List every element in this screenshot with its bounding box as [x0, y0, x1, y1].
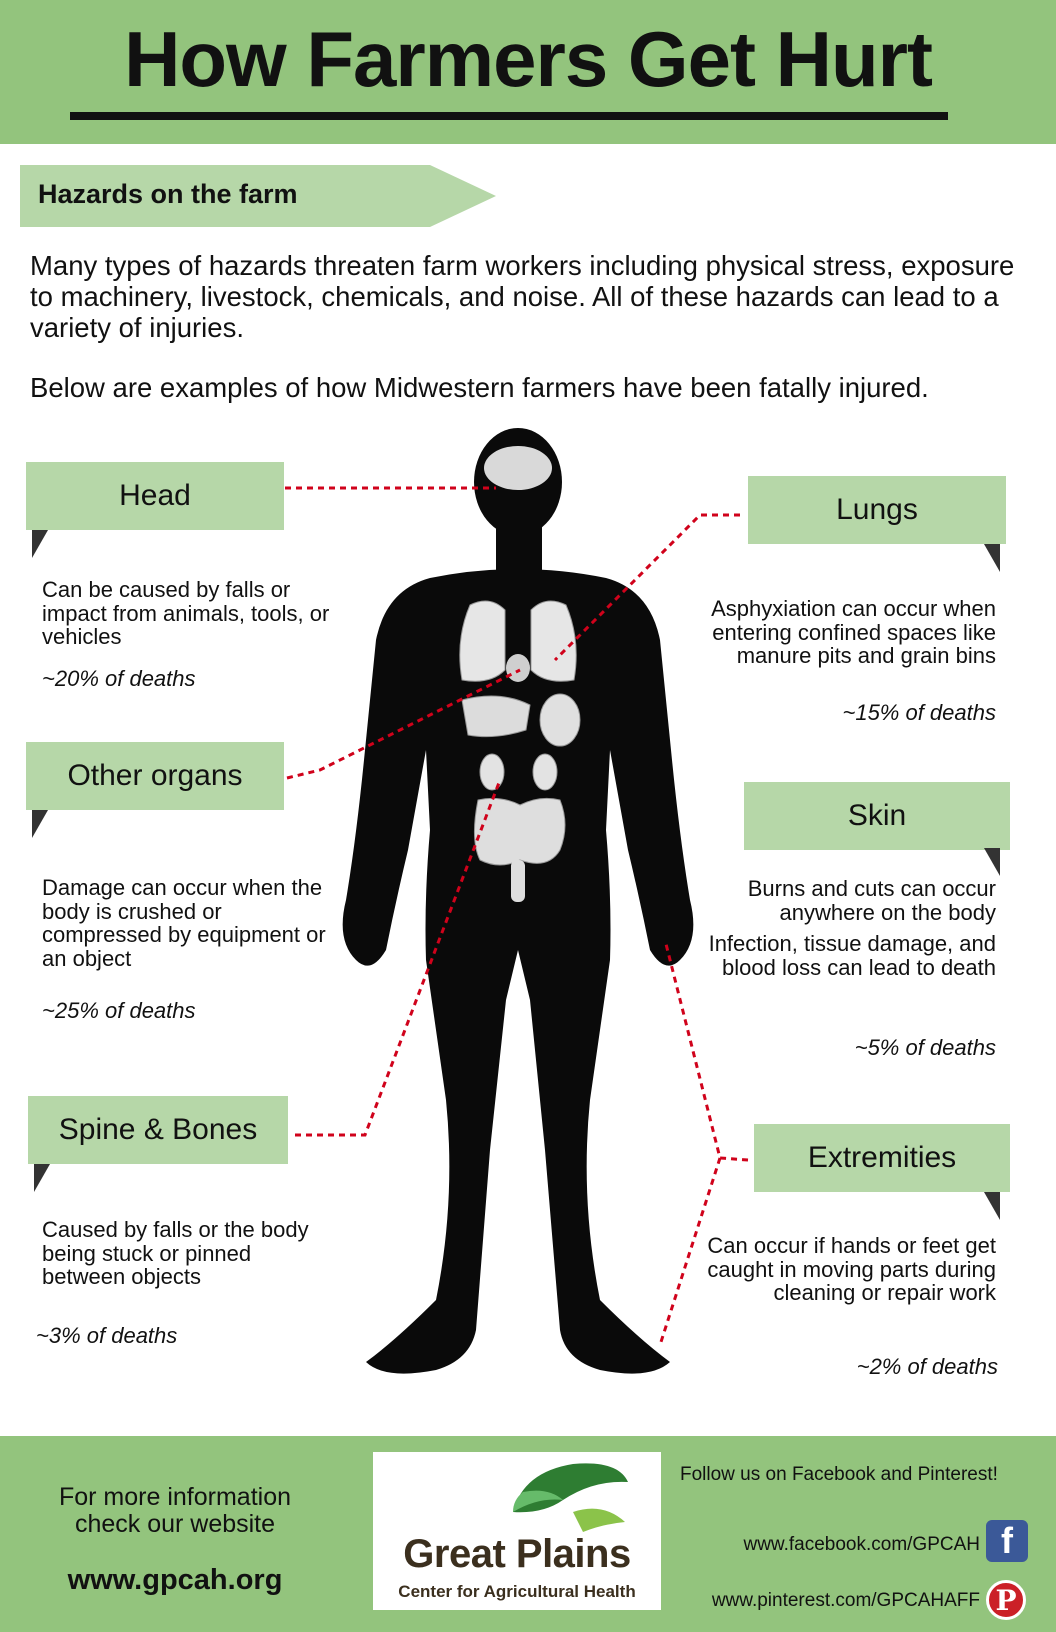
other-organs-label: Other organs: [67, 759, 243, 792]
lungs-percentage: ~15% of deaths: [842, 700, 996, 725]
intro-paragraph-2: Below are examples of how Midwestern farmers have been fatally injured.: [30, 372, 929, 403]
intestines-icon: [474, 798, 565, 865]
skin-label: Skin: [847, 799, 907, 832]
skin-description-1: Burns and cuts can occur anywhere on the body: [747, 876, 996, 925]
skin-percentage: ~5% of deaths: [854, 1035, 996, 1060]
liver-icon: [462, 696, 530, 737]
pinterest-icon[interactable]: P: [986, 1580, 1026, 1620]
lungs-label-tail: [984, 544, 1000, 572]
extremities-label: Extremities: [807, 1141, 957, 1174]
hazards-banner: [20, 165, 496, 227]
extremities-label-box: [754, 1124, 1010, 1192]
skin-label-box: [744, 782, 1010, 850]
extremities-label-tail: [984, 1192, 1000, 1220]
head-label-box: [26, 462, 284, 530]
hazards-heading: Hazards on the farm: [38, 179, 298, 209]
spine-bones-description: Caused by falls or the body being stuck or pinned between objects: [42, 1217, 309, 1289]
skin-description-2: Infection, tissue damage, and blood loss can lead to death: [708, 931, 996, 980]
skin-label-tail: [984, 848, 1000, 876]
logo-subtitle: Center for Agricultural Health: [398, 1582, 636, 1601]
head-description: Can be caused by falls or impact from animals, tools, or vehicles: [42, 577, 330, 649]
extremities-description: Can occur if hands or feet get caught in moving parts during cleaning or repair work: [707, 1233, 996, 1305]
leaf-icon: [373, 1452, 661, 1542]
great-plains-logo: [373, 1452, 661, 1610]
pinterest-link[interactable]: www.pinterest.com/GPCAHAFF: [711, 1590, 980, 1611]
colon-icon: [511, 860, 525, 902]
lungs-label-box: [748, 476, 1006, 544]
facebook-link[interactable]: www.facebook.com/GPCAH: [743, 1534, 980, 1555]
spine-bones-label-box: [28, 1096, 288, 1164]
logo-name: Great Plains: [403, 1532, 631, 1576]
right-lung-icon: [531, 601, 576, 681]
facebook-icon[interactable]: f: [986, 1520, 1028, 1562]
extremities-percentage: ~2% of deaths: [856, 1354, 998, 1379]
follow-text: Follow us on Facebook and Pinterest!: [680, 1464, 998, 1485]
lungs-description: Asphyxiation can occur when entering confined spaces like manure pits and grain bins: [711, 596, 996, 668]
kidney-right-icon: [533, 754, 557, 790]
other-organs-percentage: ~25% of deaths: [42, 998, 196, 1023]
spine-bones-percentage: ~3% of deaths: [36, 1323, 178, 1348]
other-organs-leader: [287, 670, 520, 778]
spine-bones-label: Spine & Bones: [58, 1113, 258, 1146]
website-link[interactable]: www.gpcah.org: [67, 1564, 283, 1596]
heart-icon: [506, 654, 530, 682]
title-underline: [70, 112, 948, 120]
kidney-left-icon: [480, 754, 504, 790]
leader-lines: [285, 488, 748, 1345]
lungs-label: Lungs: [836, 493, 918, 526]
stomach-icon: [540, 694, 580, 746]
brain-icon: [484, 446, 552, 490]
other-organs-label-tail: [32, 810, 48, 838]
other-organs-description: Damage can occur when the body is crushed or compressed by equipment or an object: [42, 875, 326, 971]
spine-bones-label-tail: [34, 1164, 50, 1192]
left-lung-icon: [460, 601, 505, 681]
body-silhouette: [343, 428, 694, 1374]
more-info-text: For more information check our website: [58, 1483, 292, 1538]
page-title: How Farmers Get Hurt: [124, 15, 932, 103]
intro-paragraph: Many types of hazards threaten farm workers including physical stress, exposure to machinery, livestock, chemicals, and noise. All of these hazards can lead to a variety of injuries.: [30, 250, 1015, 343]
other-organs-label-box: [26, 742, 284, 810]
head-percentage: ~20% of deaths: [42, 666, 196, 691]
head-label: Head: [119, 479, 191, 512]
head-label-tail: [32, 530, 48, 558]
